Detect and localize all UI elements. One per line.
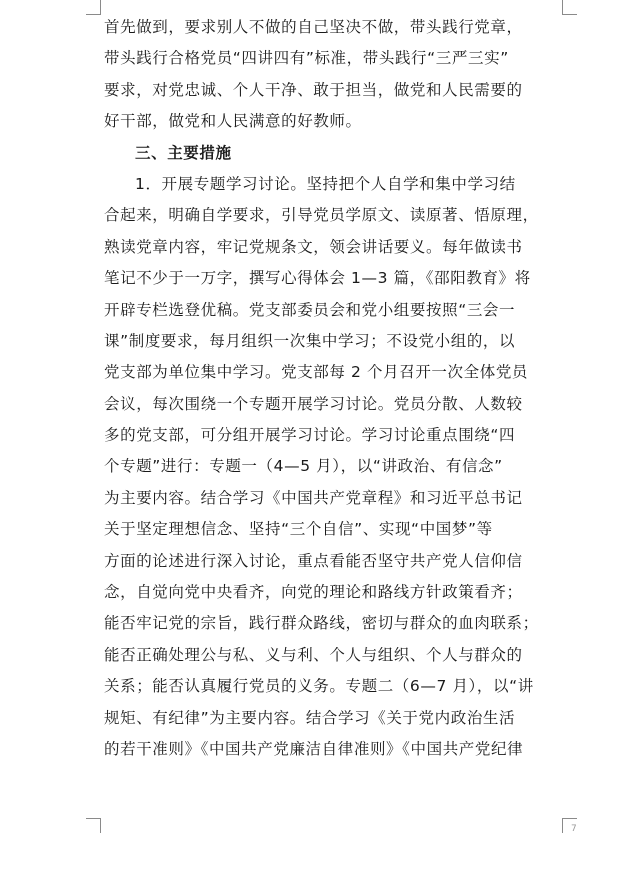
- text-line: 带头践行合格党员“四讲四有”标准，带头践行“三严三实”: [104, 49, 509, 68]
- text-line: 念，自觉向党中央看齐，向党的理论和路线方针政策看齐；: [104, 583, 523, 602]
- text-line: 个专题”进行：专题一（4—5 月），以“讲政治、有信念”: [104, 457, 503, 476]
- text-line: 笔记不少于一万字，撰写心得体会 1—3 篇，《邵阳教育》将: [104, 269, 531, 288]
- text-line: 会议，每次围绕一个专题开展学习讨论。党员分散、人数较: [104, 394, 523, 413]
- text-line: 规矩、有纪律”为主要内容。结合学习《关于党内政治生活: [104, 708, 516, 727]
- text-line: 关于坚定理想信念、坚持“三个自信”、实现“中国梦”等: [104, 520, 493, 539]
- text-line: 为主要内容。结合学习《中国共产党章程》和习近平总书记: [104, 488, 523, 507]
- text-line: 能否正确处理公与私、义与利、个人与组织、个人与群众的: [104, 645, 523, 664]
- body-text: [104, 12, 580, 765]
- text-line: 开辟专栏选登优稿。党支部委员会和党小组要按照“三会一: [104, 300, 516, 319]
- text-line: 关系；能否认真履行党员的义务。专题二（6—7 月），以“讲: [104, 677, 534, 696]
- text-line: 多的党支部，可分组开展学习讨论。学习讨论重点围绕“四: [104, 426, 516, 445]
- crop-mark-bottom-left: [86, 818, 101, 833]
- paragraph-start: 1．开展专题学习讨论。坚持把个人自学和集中学习结: [135, 174, 516, 193]
- text-line: 首先做到，要求别人不做的自己坚决不做，带头践行党章，: [104, 18, 523, 36]
- section-heading: 三、主要措施: [135, 143, 232, 162]
- text-line: 课”制度要求，每月组织一次集中学习；不设党小组的，以: [104, 331, 516, 350]
- page-number: 7: [571, 824, 577, 834]
- text-line: 的若干准则》《中国共产党廉洁自律准则》《中国共产党纪律: [104, 739, 524, 758]
- crop-mark-top-left: [86, 0, 101, 15]
- text-line: 好干部，做党和人民满意的好教师。: [104, 112, 362, 131]
- text-line: 要求，对党忠诚、个人干净、敢于担当，做党和人民需要的: [104, 80, 523, 99]
- text-line: 合起来，明确自学要求，引导党员学原文、读原著、悟原理，: [104, 206, 539, 225]
- text-line: 能否牢记党的宗旨，践行群众路线，密切与群众的血肉联系；: [104, 614, 539, 633]
- text-line: 熟读党章内容，牢记党规条文，领会讲话要义。每年做读书: [104, 237, 523, 256]
- text-line: 党支部为单位集中学习。党支部每 2 个月召开一次全体党员: [104, 363, 529, 382]
- text-line: 方面的论述进行深入讨论，重点看能否坚守共产党人信仰信: [104, 551, 523, 570]
